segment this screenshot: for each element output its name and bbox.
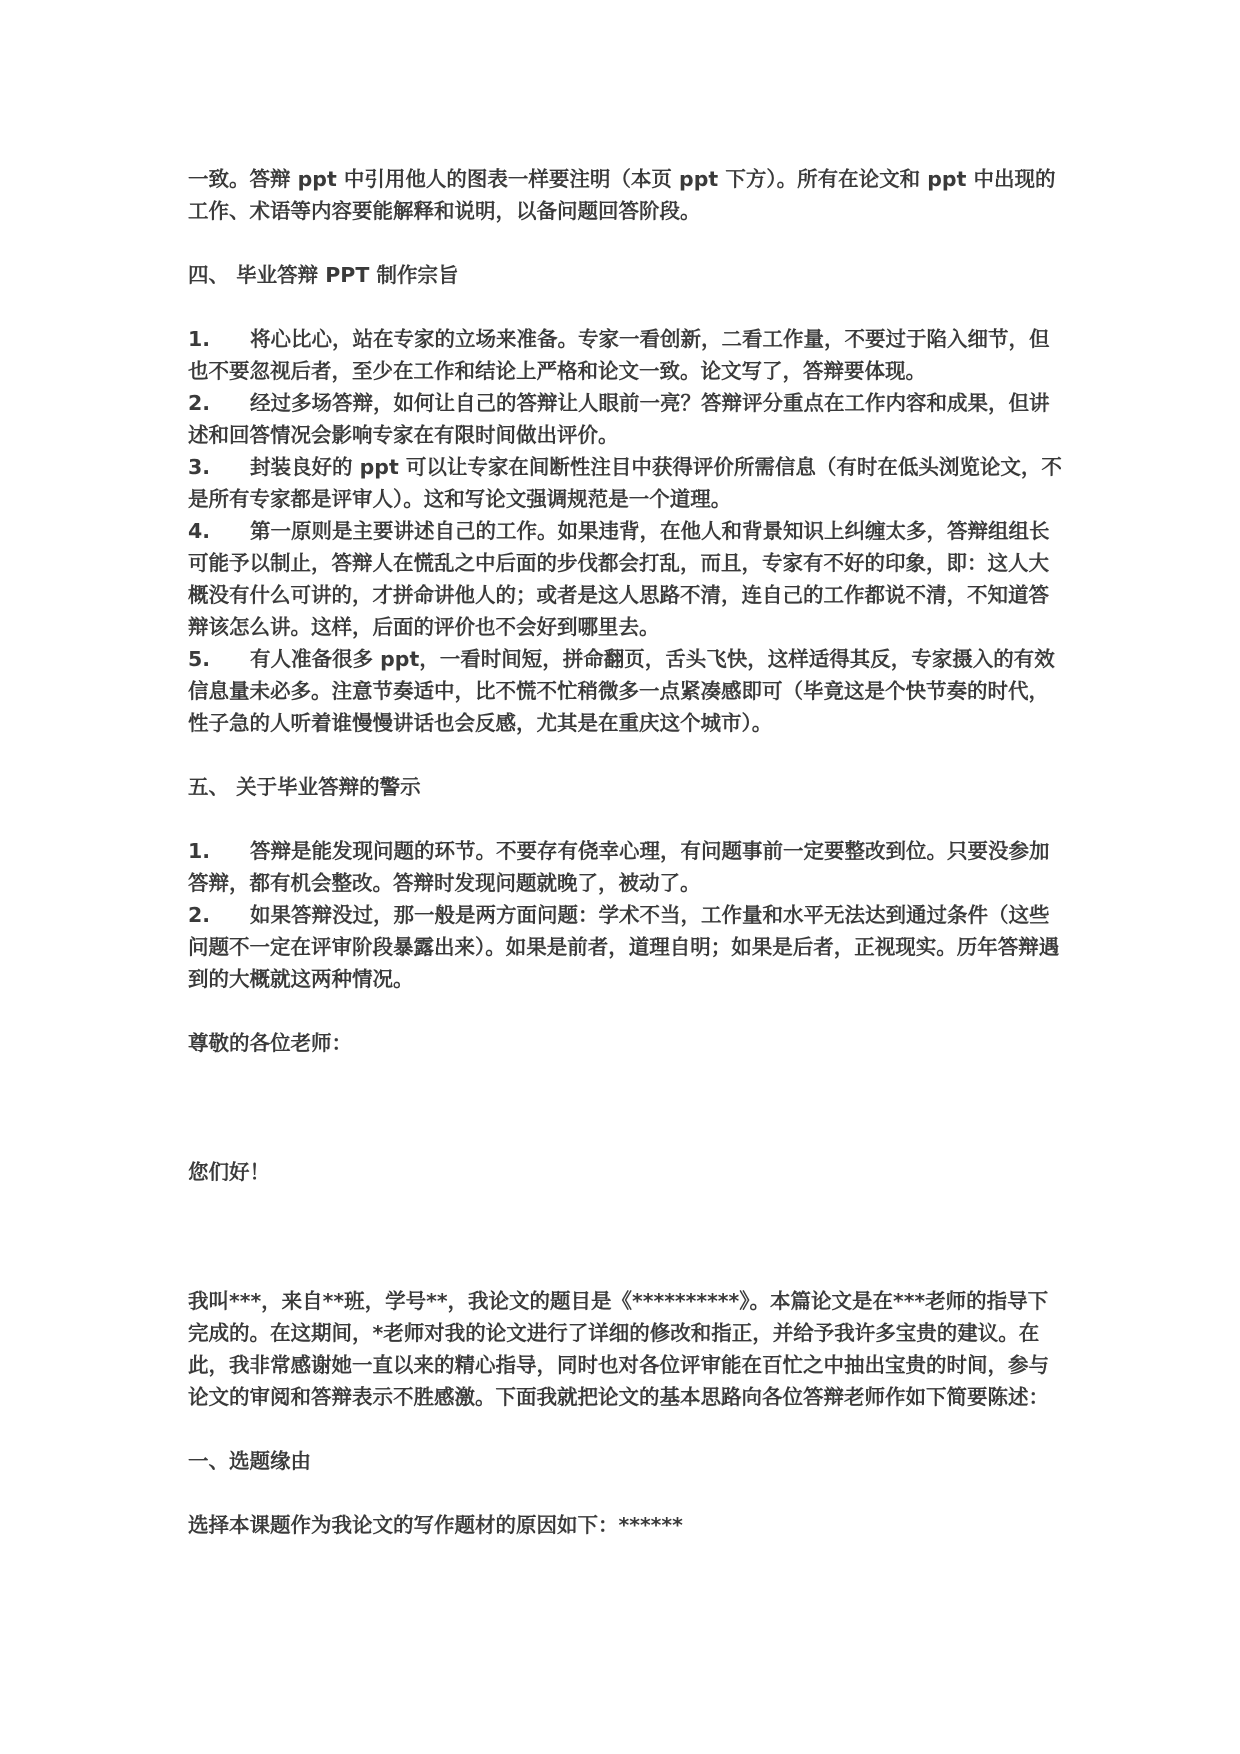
list-item-number: 1. [188, 839, 211, 863]
list-item [188, 899, 1068, 995]
list-item-text: 经过多场答辩，如何让自己的答辩让人眼前一亮？答辩评分重点在工作内容和成果，但讲述和回答情况会影响专家在有限时间做出评价。 [188, 391, 1050, 447]
document-page [188, 163, 1068, 1541]
list-item-text: 将心比心，站在专家的立场来准备。专家一看创新，二看工作量，不要过于陷入细节，但也不要忽视后者，至少在工作和结论上严格和论文一致。论文写了，答辩要体现。 [188, 327, 1050, 383]
list-item-text: 如果答辩没过，那一般是两方面问题：学术不当，工作量和水平无法达到通过条件（这些问题不一定在评审阶段暴露出来）。如果是前者，道理自明；如果是后者，正视现实。历年答辩遇到的大概就这两种情况。 [188, 903, 1060, 991]
list-item [188, 515, 1068, 643]
list-item-text: 答辩是能发现问题的环节。不要存有侥幸心理，有问题事前一定要整改到位。只要没参加答辩，都有机会整改。答辩时发现问题就晚了，被动了。 [188, 839, 1050, 895]
greeting: 尊敬的各位老师： [188, 1031, 352, 1055]
list-item [188, 643, 1068, 739]
list-item-number: 2. [188, 903, 211, 927]
list-item-text: 封装良好的 ppt 可以让专家在间断性注目中获得评价所需信息（有时在低头浏览论文，不是所有专家都是评审人）。这和写论文强调规范是一个道理。 [188, 455, 1062, 511]
list-item-number: 4. [188, 519, 211, 543]
list-item-number: 2. [188, 391, 211, 415]
section-4-list [188, 323, 1068, 739]
topic-text: 选择本课题作为我论文的写作题材的原因如下：****** [188, 1513, 683, 1537]
list-item-text: 第一原则是主要讲述自己的工作。如果违背，在他人和背景知识上纠缠太多，答辩组组长可能予以制止，答辩人在慌乱之中后面的步伐都会打乱，而且，专家有不好的印象，即：这人大概没有什么可讲的，才拼命讲他人的；或者是这人思路不清，连自己的工作都说不清，不知道答辩该怎么讲。这样，后面的评价也不会好到哪里去。 [188, 519, 1050, 639]
list-item [188, 323, 1068, 387]
list-item [188, 451, 1068, 515]
list-item [188, 835, 1068, 899]
list-item-number: 5. [188, 647, 211, 671]
list-item-text: 有人准备很多 ppt，一看时间短，拼命翻页，舌头飞快，这样适得其反，专家摄入的有效信息量未必多。注意节奏适中，比不慌不忙稍微多一点紧凑感即可（毕竟这是个快节奏的时代，性子急的人听着谁慢慢讲话也会反感，尤其是在重庆这个城市）。 [188, 647, 1055, 735]
hello-line: 您们好！ [188, 1160, 270, 1184]
intro-paragraph: 一致。答辩 ppt 中引用他人的图表一样要注明（本页 ppt 下方）。所有在论文和 ppt 中出现的工作、术语等内容要能解释和说明，以备问题回答阶段。 [188, 167, 1056, 223]
section-5-heading: 五、 关于毕业答辩的警示 [188, 775, 421, 799]
section-5-list [188, 835, 1068, 995]
list-item-number: 3. [188, 455, 211, 479]
self-intro-paragraph: 我叫***，来自**班，学号**，我论文的题目是《**********》。本篇论文是在***老师的指导下完成的。在这期间，*老师对我的论文进行了详细的修改和指正，并给予我许多宝贵的建议。在此，我非常感谢她一直以来的精心指导，同时也对各位评审能在百忙之中抽出宝贵的时间，参与论文的审阅和答辩表示不胜感激。下面我就把论文的基本思路向各位答辩老师作如下简要陈述： [188, 1289, 1049, 1409]
list-item [188, 387, 1068, 451]
list-item-number: 1. [188, 327, 211, 351]
section-4-heading: 四、 毕业答辩 PPT 制作宗旨 [188, 263, 459, 287]
topic-heading: 一、选题缘由 [188, 1449, 311, 1473]
